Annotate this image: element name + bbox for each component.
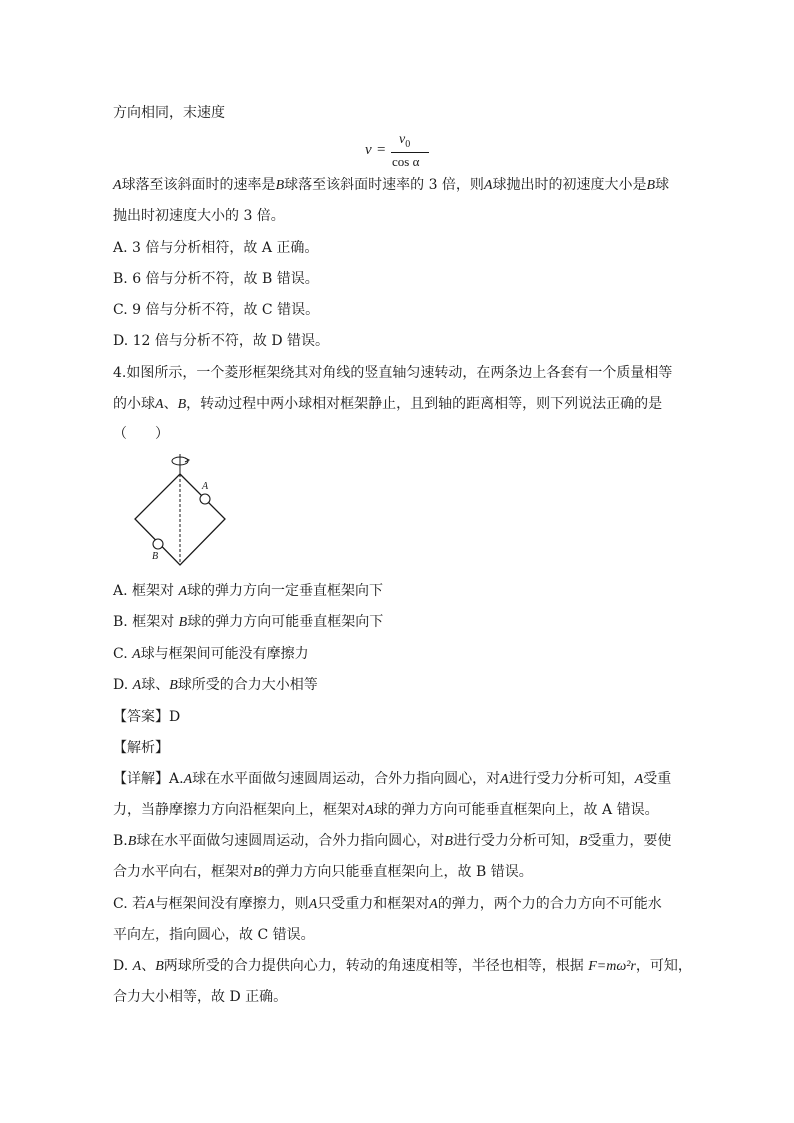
formula-lhs: v <box>365 142 372 158</box>
analysis-title: 【解析】 <box>113 740 169 756</box>
answer: 【答案】D <box>113 709 181 725</box>
analysis-line: B.B球在水平面做匀速圆周运动，合外力指向圆心，对B进行受力分析可知，B受重力，要使 <box>113 833 672 849</box>
ball-b <box>153 539 163 549</box>
analysis-line: 合力大小相等，故 D 正确。 <box>113 989 288 1005</box>
text-line: A球落至该斜面时的速率是B球落至该斜面时速率的 3 倍，则A球抛出时的初速度大小是B球 <box>113 177 670 193</box>
analysis-line: 力，当静摩擦力方向沿框架向上，框架对A球的弹力方向可能垂直框架向上，故 A 错误。 <box>113 802 659 818</box>
question-line: 4.如图所示，一个菱形框架绕其对角线的竖直轴匀速转动，在两条边上各套有一个质量相等 <box>113 365 673 381</box>
numerator-sub: 0 <box>405 138 411 150</box>
prev-option-a: A. 3 倍与分析相符，故 A 正确。 <box>113 240 319 256</box>
ball-a <box>200 494 210 504</box>
rhombus-diagram <box>130 452 234 572</box>
velocity-formula <box>365 132 435 172</box>
numerator-var: v <box>399 132 406 147</box>
option-d: D. A球、B球所受的合力大小相等 <box>113 677 318 693</box>
option-c: C. A球与框架间可能没有摩擦力 <box>113 646 309 662</box>
text-line: 方向相同，末速度 <box>113 105 225 121</box>
analysis-line: 【详解】A.A球在水平面做匀速圆周运动，合外力指向圆心，对A进行受力分析可知，A受重 <box>113 771 672 787</box>
formula-denominator: cos α <box>392 154 420 169</box>
option-b: B. 框架对 B球的弹力方向可能垂直框架向下 <box>113 614 384 630</box>
fraction-bar <box>391 152 429 153</box>
analysis-line: C. 若A与框架间没有摩擦力，则A只受重力和框架对A的弹力，两个力的合力方向不可能水 <box>113 896 662 912</box>
prev-option-d: D. 12 倍与分析不符，故 D 错误。 <box>113 333 330 349</box>
question-bracket: （ ） <box>113 426 169 442</box>
prev-option-c: C. 9 倍与分析不符，故 C 错误。 <box>113 302 320 318</box>
formula-equals: = <box>377 142 386 158</box>
analysis-line: D. A、B两球所受的合力提供向心力，转动的角速度相等，半径也相等，根据 F=mω²r，可知， <box>113 958 692 974</box>
rhombus-frame-figure <box>130 452 234 576</box>
analysis-line: 平向左，指向圆心，故 C 错误。 <box>113 927 315 943</box>
prev-option-b: B. 6 倍与分析不符，故 B 错误。 <box>113 271 319 287</box>
label-b: B <box>152 551 159 562</box>
question-line: 的小球A、B，转动过程中两小球相对框架静止，且到轴的距离相等，则下列说法正确的是 <box>113 396 663 412</box>
analysis-line: 合力水平向右，框架对B的弹力方向只能垂直框架向上，故 B 错误。 <box>113 864 533 880</box>
formula-numerator <box>399 132 410 150</box>
label-a: A <box>202 481 209 492</box>
option-a: A. 框架对 A球的弹力方向一定垂直框架向下 <box>113 583 384 599</box>
text-line: 抛出时初速度大小的 3 倍。 <box>113 208 285 224</box>
